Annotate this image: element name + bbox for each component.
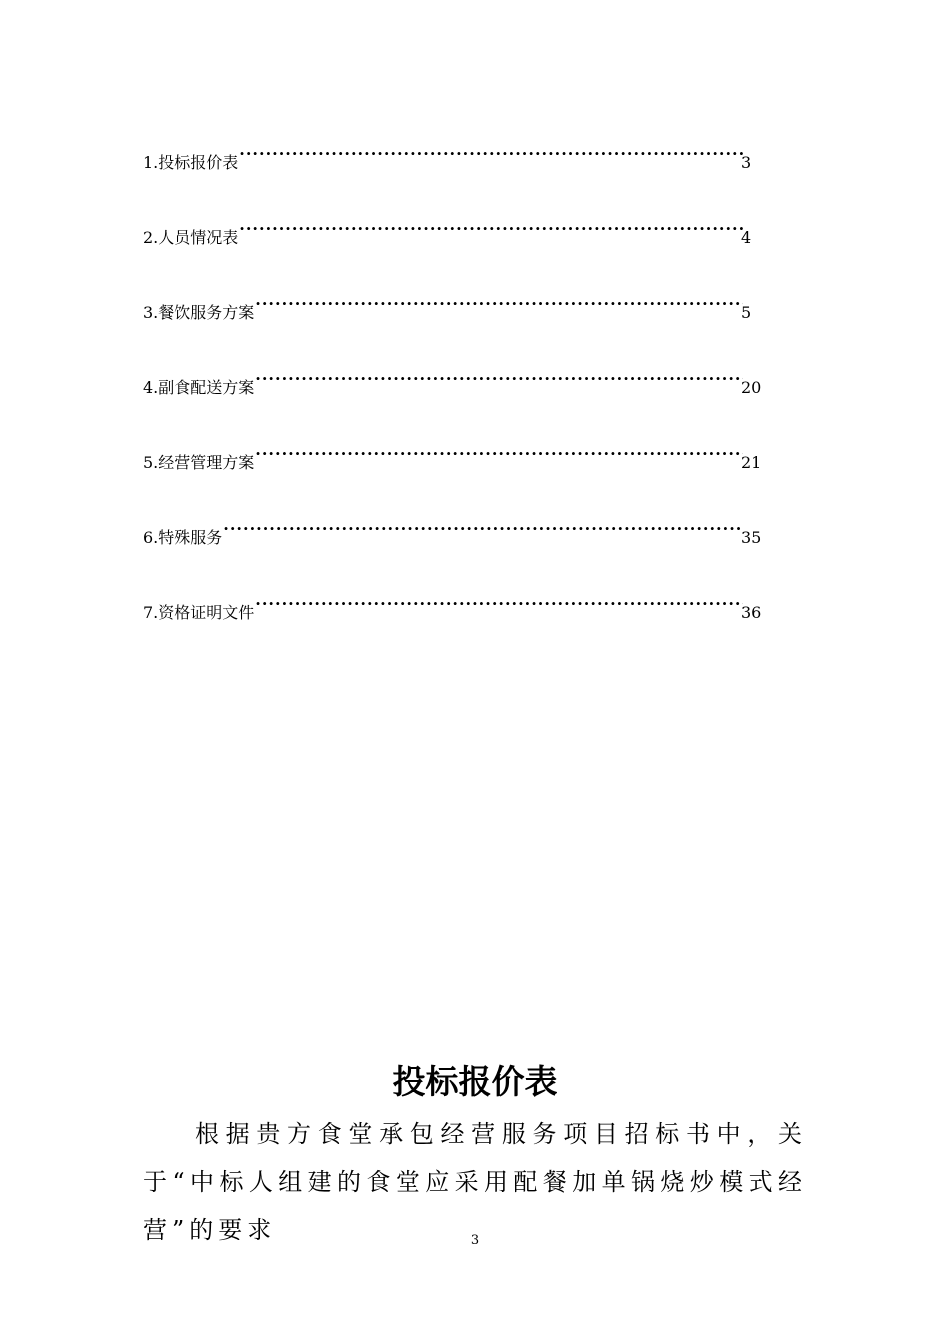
toc-dot-leader — [255, 290, 743, 318]
toc-entry-label: 2.人员情况表 — [143, 228, 239, 247]
page-number: 3 — [470, 1233, 480, 1248]
toc-entry-page: 21 — [741, 453, 762, 472]
body-paragraph: 根据贵方食堂承包经营服务项目招标书中，关于“中标人组建的食堂应采用配餐加单锅烧炒模式经营”的要求 — [143, 1120, 807, 1244]
toc-dot-leader — [239, 140, 743, 168]
toc-entry-label: 7.资格证明文件 — [143, 603, 255, 622]
toc-entry-label: 6.特殊服务 — [143, 528, 223, 547]
toc-entry-page: 5 — [741, 303, 752, 322]
toc-dot-leader — [239, 215, 743, 243]
toc-entry[interactable] — [143, 215, 763, 290]
toc-entry-page: 3 — [741, 153, 752, 172]
toc-entry-page: 36 — [741, 603, 762, 622]
toc-dot-leader — [223, 515, 743, 543]
toc-entry-label: 1.投标报价表 — [143, 153, 239, 172]
toc-entry[interactable] — [143, 440, 763, 515]
toc-entry-page: 35 — [741, 528, 762, 547]
section-title: 投标报价表 — [392, 1062, 558, 1101]
toc-entry[interactable] — [143, 515, 763, 590]
toc-entry[interactable] — [143, 590, 763, 665]
toc-entry-label: 3.餐饮服务方案 — [143, 303, 255, 322]
toc-entry-label: 5.经营管理方案 — [143, 453, 255, 472]
toc-dot-leader — [255, 440, 743, 468]
table-of-contents — [143, 140, 763, 665]
toc-entry[interactable] — [143, 290, 763, 365]
toc-entry-page: 4 — [741, 228, 752, 247]
toc-entry[interactable] — [143, 365, 763, 440]
toc-dot-leader — [255, 365, 743, 393]
toc-dot-leader — [255, 590, 743, 618]
toc-entry-page: 20 — [741, 378, 762, 397]
toc-entry[interactable] — [143, 140, 763, 215]
toc-entry-label: 4.副食配送方案 — [143, 378, 255, 397]
